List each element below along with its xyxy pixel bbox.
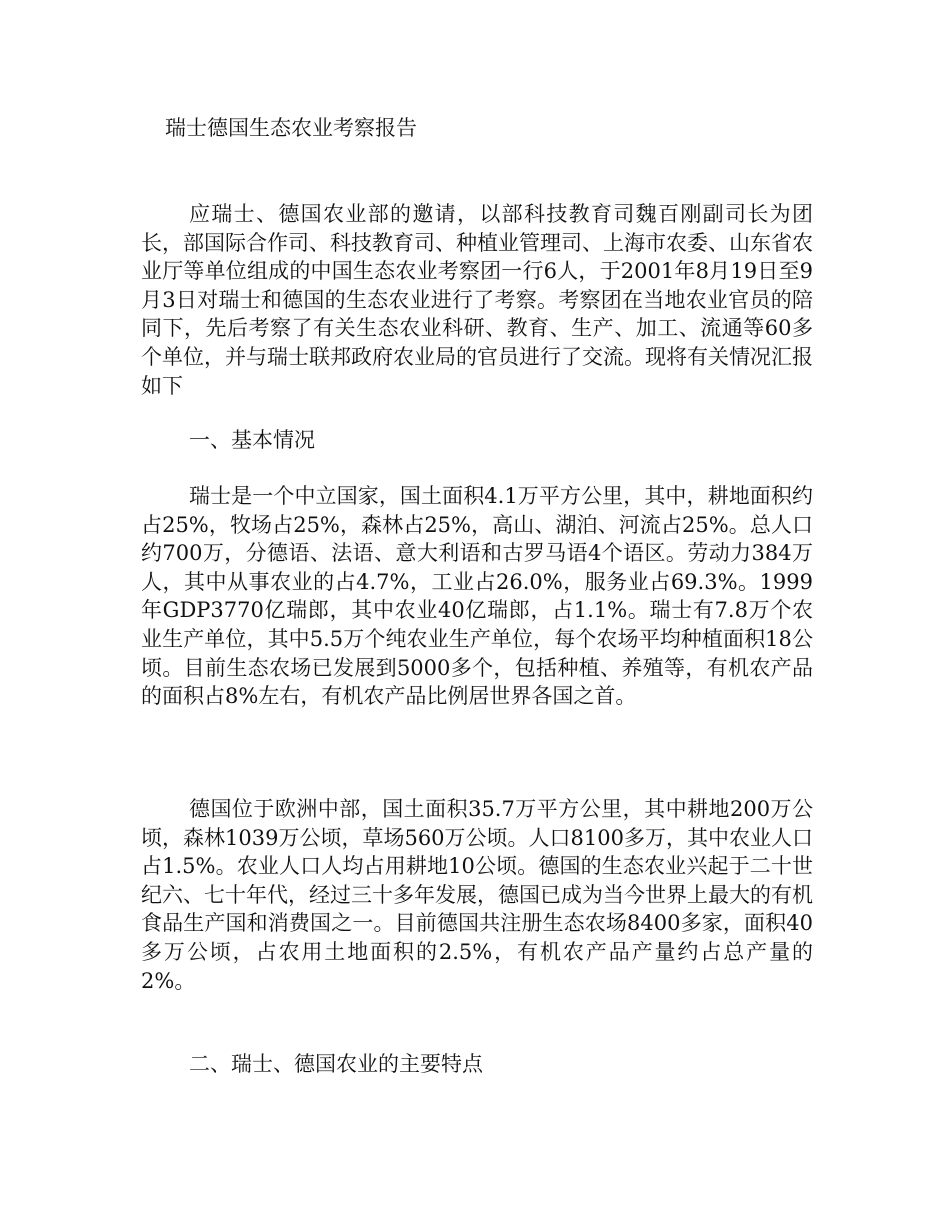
- section-heading-main-features: 二、瑞士、德国农业的主要特点: [189, 1052, 483, 1076]
- germany-paragraph: 德国位于欧洲中部，国土面积35.7万平方公里，其中耕地200万公顷，森林1039万公顷，草场560万公顷。人口8100多万，其中农业人口占1.5%。农业人口人均占用耕地10公顷。德国的生态农业兴起于二十世纪六、七十年代，经过三十多年发展，德国已成为当今世界上最大的有机食品生产国和消费国之一。目前德国共注册生态农场8400多家，面积40多万公顷，占农用土地面积的2.5%，有机农产品产量约占总产量的2%。: [141, 797, 813, 993]
- switzerland-paragraph: 瑞士是一个中立国家，国土面积4.1万平方公里，其中，耕地面积约占25%，牧场占25%，森林占25%，高山、湖泊、河流占25%。总人口约700万，分德语、法语、意大利语和古罗马语4个语区。劳动力384万人，其中从事农业的占4.7%，工业占26.0%，服务业占69.3%。1999年GDP3770亿瑞郎，其中农业40亿瑞郎，占1.1%。瑞士有7.8万个农业生产单位，其中5.5万个纯农业生产单位，每个农场平均种植面积18公顷。目前生态农场已发展到5000多个，包括种植、养殖等，有机农产品的面积占8%左右，有机农产品比例居世界各国之首。: [141, 484, 813, 709]
- intro-paragraph: 应瑞士、德国农业部的邀请，以部科技教育司魏百刚副司长为团长，部国际合作司、科技教育司、种植业管理司、上海市农委、山东省农业厅等单位组成的中国生态农业考察团一行6人，于2001年8月19日至9月3日对瑞士和德国的生态农业进行了考察。考察团在当地农业官员的陪同下，先后考察了有关生态农业科研、教育、生产、加工、流通等60多个单位，并与瑞士联邦政府农业局的官员进行了交流。现将有关情况汇报如下: [141, 202, 813, 398]
- section-heading-basic-situation: 一、基本情况: [189, 428, 315, 452]
- document-title: 瑞士德国生态农业考察报告: [165, 116, 417, 140]
